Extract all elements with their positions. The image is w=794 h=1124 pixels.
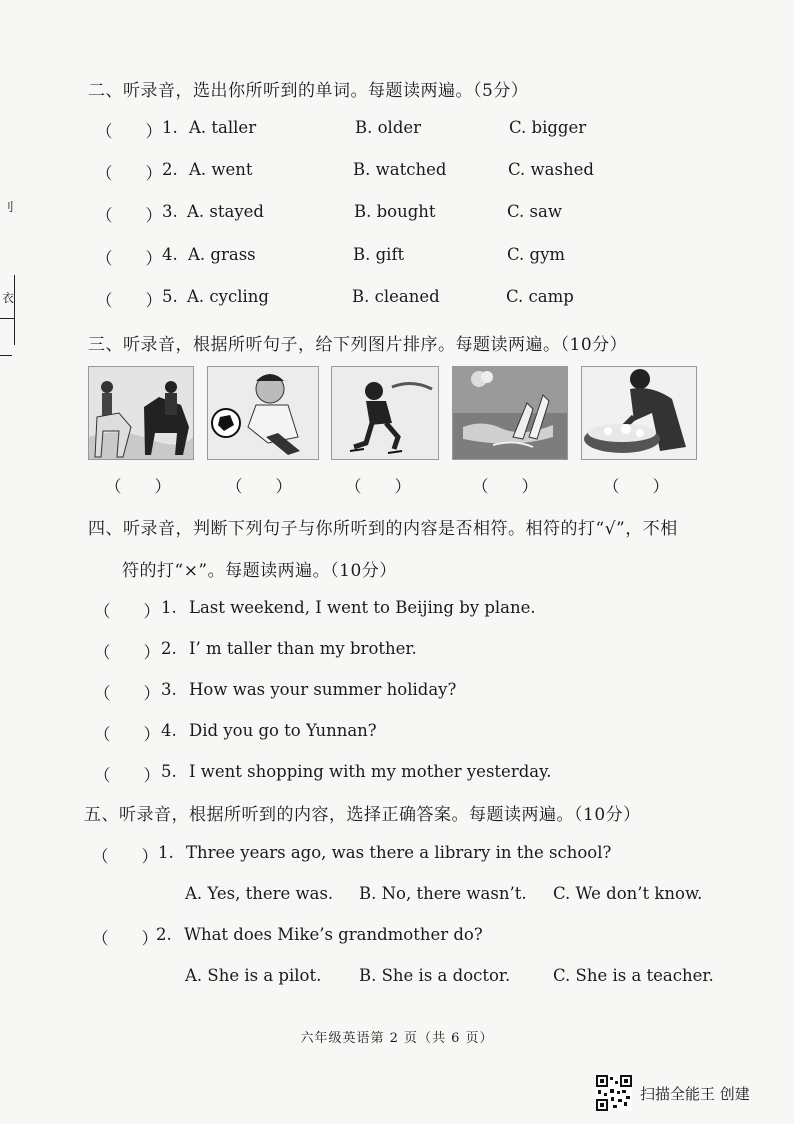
statement-text: Did you go to Yunnan? (189, 721, 377, 740)
section-5-question (92, 843, 692, 865)
section-4-title: 四、听录音，判断下列句子与你所听到的内容是否相符。相符的打“√”，不相 (88, 519, 678, 539)
picture-answer-blank[interactable]: （ ） (226, 477, 292, 496)
item-number: 4. (161, 721, 177, 740)
option-c: C. She is a teacher. (553, 966, 714, 985)
woman-washing-clothes-picture (581, 366, 697, 460)
option-a: A. taller (189, 118, 257, 137)
section-3-title: 三、听录音，根据所听句子，给下列图片排序。每题读两遍。（10分） (88, 335, 628, 355)
option-a: A. went (189, 160, 253, 179)
item-number: 2. (161, 639, 177, 658)
answer-blank[interactable]: （ ） (94, 602, 160, 621)
item-number: 1. (158, 843, 174, 862)
section-4-item (94, 762, 654, 784)
option-c: C. bigger (509, 118, 587, 137)
picture-answer-blank[interactable]: （ ） (345, 477, 411, 496)
option-b: B. cleaned (352, 287, 440, 306)
statement-text: I went shopping with my mother yesterday. (189, 762, 552, 781)
answer-blank[interactable]: （ ） (96, 164, 162, 183)
option-c: C. saw (507, 202, 562, 221)
item-number: 1. (161, 598, 177, 617)
section-4-item (94, 639, 654, 661)
answer-blank[interactable]: （ ） (96, 291, 162, 310)
binding-margin-char: 刂 (2, 200, 15, 214)
section-5-options (185, 884, 705, 906)
section-2-item (96, 245, 656, 267)
binding-margin-line (14, 275, 15, 345)
section-2-item (96, 202, 656, 224)
section-5-options (185, 966, 714, 988)
section-5-question (92, 925, 692, 947)
picture-answer-blank[interactable]: （ ） (472, 477, 538, 496)
option-a: A. She is a pilot. (185, 966, 322, 985)
answer-blank[interactable]: （ ） (96, 249, 162, 268)
horse-riding-picture (88, 366, 194, 460)
answer-blank[interactable]: （ ） (96, 122, 162, 141)
question-text: What does Mike’s grandmother do? (184, 925, 483, 944)
answer-blank[interactable]: （ ） (94, 643, 160, 662)
answer-blank[interactable]: （ ） (92, 929, 158, 948)
answer-blank[interactable]: （ ） (94, 766, 160, 785)
ice-and-water-scene-picture (452, 366, 568, 460)
item-number: 3. (161, 680, 177, 699)
option-b: B. She is a doctor. (359, 966, 511, 985)
section-4-item (94, 721, 654, 743)
statement-text: I’ m taller than my brother. (189, 639, 417, 658)
option-b: B. No, there wasn’t. (359, 884, 527, 903)
binding-margin-tick (0, 318, 14, 319)
section-4-title-continued: 符的打“×”。每题读两遍。（10分） (122, 561, 397, 581)
picture-answer-blank[interactable]: （ ） (105, 477, 171, 496)
answer-blank[interactable]: （ ） (94, 684, 160, 703)
page-footer: 六年级英语第 2 页（共 6 页） (300, 1031, 494, 1046)
option-b: B. bought (354, 202, 436, 221)
binding-margin-tick (0, 355, 12, 356)
scanner-brand-label: 扫描全能王 创建 (640, 1085, 750, 1103)
item-number: 3. (162, 202, 178, 221)
option-c: C. gym (507, 245, 566, 264)
section-2-item (96, 118, 656, 140)
item-number: 2. (156, 925, 172, 944)
option-a: A. grass (188, 245, 256, 264)
section-5-title: 五、听录音，根据所听到的内容，选择正确答案。每题读两遍。（10分） (84, 805, 641, 825)
binding-margin-char: 衣 (2, 291, 15, 305)
option-b: B. older (355, 118, 422, 137)
statement-text: Last weekend, I went to Beijing by plane. (189, 598, 536, 617)
option-c: C. camp (506, 287, 574, 306)
answer-blank[interactable]: （ ） (92, 847, 158, 866)
option-b: B. watched (353, 160, 447, 179)
picture-answer-blank[interactable]: （ ） (603, 477, 669, 496)
section-4-item (94, 680, 654, 702)
option-c: C. washed (508, 160, 594, 179)
answer-blank[interactable]: （ ） (94, 725, 160, 744)
option-b: B. gift (353, 245, 405, 264)
section-2-title: 二、听录音，选出你所听到的单词。每题读两遍。（5分） (88, 81, 529, 101)
person-ice-skating-picture (331, 366, 439, 460)
qr-code-icon (596, 1075, 632, 1111)
item-number: 1. (162, 118, 178, 137)
item-number: 2. (162, 160, 178, 179)
option-c: C. We don’t know. (553, 884, 703, 903)
section-2-item (96, 287, 656, 309)
option-a: A. cycling (187, 287, 269, 306)
item-number: 5. (162, 287, 178, 306)
option-a: A. Yes, there was. (185, 884, 334, 903)
statement-text: How was your summer holiday? (189, 680, 457, 699)
item-number: 4. (162, 245, 178, 264)
question-text: Three years ago, was there a library in the school? (186, 843, 612, 862)
boy-kicking-football-picture (207, 366, 319, 460)
answer-blank[interactable]: （ ） (96, 206, 162, 225)
section-2-item (96, 160, 656, 182)
section-4-item (94, 598, 654, 620)
item-number: 5. (161, 762, 177, 781)
option-a: A. stayed (187, 202, 264, 221)
